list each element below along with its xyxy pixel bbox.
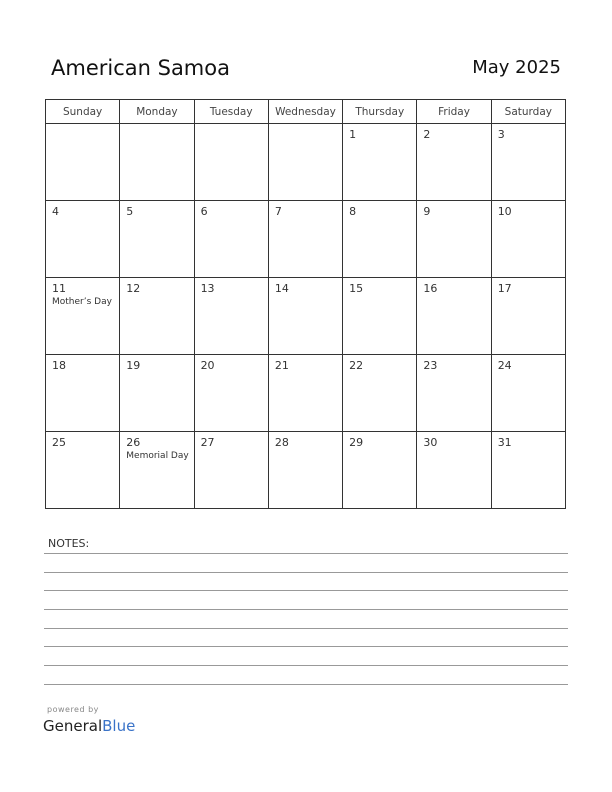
- day-cell[interactable]: [194, 355, 268, 432]
- day-number: [120, 124, 193, 129]
- day-number: 12: [126, 282, 141, 295]
- day-cell[interactable]: [194, 201, 268, 278]
- day-cell[interactable]: [417, 201, 491, 278]
- day-number: 26: [126, 436, 141, 449]
- generalblue-logo[interactable]: [43, 717, 135, 735]
- weekday-header-tuesday: Tuesday: [194, 100, 268, 124]
- day-number: [269, 124, 342, 129]
- day-number: 11: [52, 282, 66, 295]
- day-number: 16: [423, 282, 438, 295]
- day-cell[interactable]: [491, 432, 565, 509]
- day-number: 20: [200, 359, 215, 372]
- note-line: [44, 646, 568, 647]
- day-cell[interactable]: [46, 201, 120, 278]
- note-line: [44, 628, 568, 629]
- day-number: 17: [497, 282, 512, 295]
- note-line: [44, 665, 568, 666]
- day-number: 2: [423, 128, 431, 141]
- day-cell[interactable]: [268, 278, 342, 355]
- day-cell[interactable]: [268, 355, 342, 432]
- note-line: [44, 609, 568, 610]
- day-number: 5: [126, 205, 134, 218]
- day-number: 23: [423, 359, 438, 372]
- day-number: 1: [349, 128, 357, 141]
- day-cell[interactable]: [120, 432, 194, 509]
- day-cell[interactable]: [417, 355, 491, 432]
- day-number: 14: [274, 282, 289, 295]
- day-cell[interactable]: [343, 124, 417, 201]
- holiday-label: Mother’s Day: [52, 297, 112, 307]
- calendar-title: American Samoa: [51, 56, 230, 80]
- week-row: [46, 124, 566, 201]
- day-cell[interactable]: [491, 201, 565, 278]
- day-number: 4: [52, 205, 59, 218]
- week-row: [46, 201, 566, 278]
- weekday-header-sunday: Sunday: [46, 100, 120, 124]
- day-number: 30: [423, 436, 438, 449]
- note-line: [44, 572, 568, 573]
- day-cell[interactable]: [343, 201, 417, 278]
- day-number: [46, 124, 119, 129]
- logo-general-text: General: [43, 717, 103, 735]
- day-number: 28: [274, 436, 289, 449]
- day-cell[interactable]: [194, 432, 268, 509]
- day-cell[interactable]: [194, 124, 268, 201]
- day-number: 29: [349, 436, 364, 449]
- week-row: [46, 355, 566, 432]
- day-number: 31: [497, 436, 512, 449]
- day-cell[interactable]: [194, 278, 268, 355]
- day-number: 24: [497, 359, 512, 372]
- day-number: 13: [200, 282, 215, 295]
- notes-label: NOTES:: [48, 537, 90, 550]
- day-cell[interactable]: [46, 124, 120, 201]
- calendar-month: May 2025: [472, 57, 561, 78]
- day-number: 6: [200, 205, 208, 218]
- logo-blue-text: Blue: [102, 717, 136, 735]
- day-number: 25: [52, 436, 66, 449]
- day-number: 18: [52, 359, 66, 372]
- day-cell[interactable]: [491, 278, 565, 355]
- day-cell[interactable]: [417, 278, 491, 355]
- day-cell[interactable]: [46, 278, 120, 355]
- note-line: [44, 684, 568, 685]
- day-cell[interactable]: [46, 355, 120, 432]
- day-cell[interactable]: [268, 201, 342, 278]
- day-cell[interactable]: [46, 432, 120, 509]
- week-row: [46, 432, 566, 509]
- calendar-body: [46, 124, 566, 509]
- holiday-label: Memorial Day: [126, 451, 189, 461]
- day-number: 21: [274, 359, 289, 372]
- powered-by-text: powered by: [47, 705, 99, 714]
- weekday-header-row: [46, 100, 566, 124]
- day-number: 19: [126, 359, 141, 372]
- day-number: 10: [497, 205, 512, 218]
- weekday-header-saturday: Saturday: [491, 100, 565, 124]
- weekday-header-wednesday: Wednesday: [268, 100, 342, 124]
- day-cell[interactable]: [417, 432, 491, 509]
- day-number: 7: [274, 205, 282, 218]
- calendar-grid: [45, 99, 566, 509]
- day-cell[interactable]: [120, 278, 194, 355]
- day-cell[interactable]: [343, 355, 417, 432]
- weekday-header-monday: Monday: [120, 100, 194, 124]
- day-cell[interactable]: [120, 201, 194, 278]
- day-cell[interactable]: [417, 124, 491, 201]
- day-number: 27: [200, 436, 215, 449]
- day-number: 9: [423, 205, 431, 218]
- weekday-header-friday: Friday: [417, 100, 491, 124]
- day-number: 15: [349, 282, 364, 295]
- day-cell[interactable]: [491, 124, 565, 201]
- day-cell[interactable]: [268, 124, 342, 201]
- day-cell[interactable]: [120, 124, 194, 201]
- day-number: [195, 124, 268, 129]
- day-number: 8: [349, 205, 357, 218]
- week-row: [46, 278, 566, 355]
- weekday-header-thursday: Thursday: [343, 100, 417, 124]
- day-cell[interactable]: [268, 432, 342, 509]
- day-cell[interactable]: [120, 355, 194, 432]
- day-cell[interactable]: [491, 355, 565, 432]
- day-cell[interactable]: [343, 278, 417, 355]
- day-number: 3: [497, 128, 505, 141]
- note-line: [44, 590, 568, 591]
- day-cell[interactable]: [343, 432, 417, 509]
- day-number: 22: [349, 359, 364, 372]
- note-line: [44, 553, 568, 554]
